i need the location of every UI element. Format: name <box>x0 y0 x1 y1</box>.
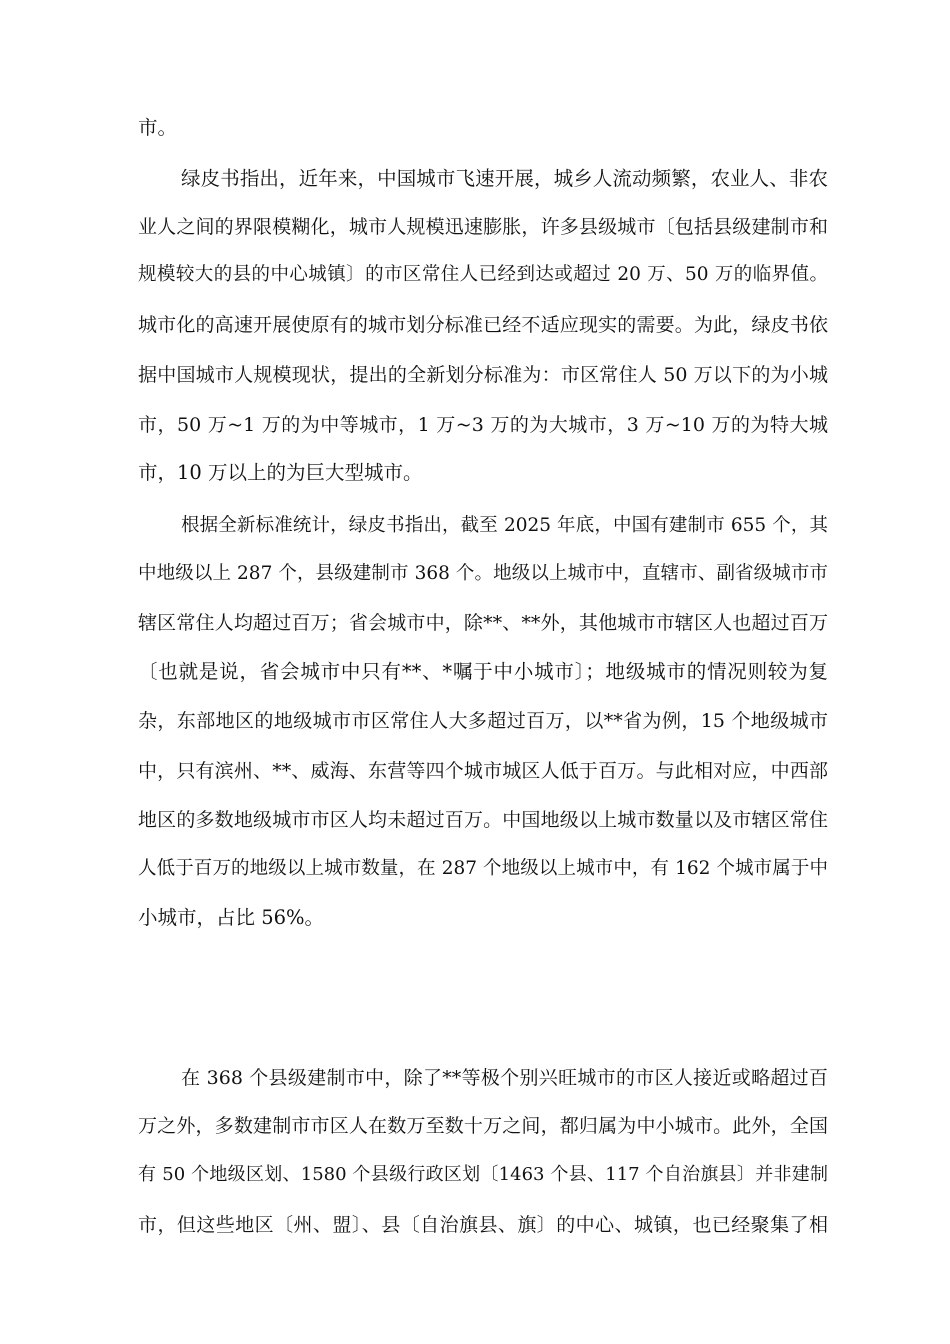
paragraph-2-line-2: 中地级以上 287 个，县级建制市 368 个。地级以上城市中，直辖市、副省级城市市 <box>138 563 828 584</box>
paragraph-2-line-5: 杂，东部地区的地级城市市区常住人大多超过百万，以**省为例，15 个地级城市 <box>138 710 828 732</box>
paragraph-2-line-4: 〔也就是说，省会城市中只有**、*嘱于中小城市〕；地级城市的情况则较为复 <box>138 660 828 683</box>
paragraph-3-line-1: 在 368 个县级建制市中，除了**等极个别兴旺城市的市区人接近或略超过百 <box>181 1067 828 1089</box>
paragraph-1-line-7: 市，10 万以上的为巨大型城市。 <box>138 461 423 484</box>
paragraph-1-line-3: 规模较大的县的中心城镇〕的市区常住人已经到达或超过 20 万、50 万的临界值。 <box>138 264 828 285</box>
paragraph-2-line-9: 小城市，占比 56%。 <box>138 906 325 929</box>
paragraph-2-line-3: 辖区常住人均超过百万；省会城市中，除**、**外，其他城市市辖区人也超过百万 <box>138 612 828 634</box>
paragraph-2-line-8: 人低于百万的地级以上城市数量，在 287 个地级以上城市中，有 162 个城市属于中 <box>138 858 828 879</box>
paragraph-3-line-4: 市，但这些地区〔州、盟〕、县〔自治旗县、旗〕的中心、城镇，也已经聚集了相 <box>138 1214 828 1236</box>
paragraph-3-line-2: 万之外，多数建制市市区人在数万至数十万之间，都归属为中小城市。此外，全国 <box>138 1115 828 1137</box>
paragraph-1-line-1: 绿皮书指出，近年来，中国城市飞速开展，城乡人流动频繁，农业人、非农 <box>181 167 828 190</box>
text-line-fragment: 市。 <box>138 116 178 139</box>
paragraph-2-line-6: 中，只有滨州、**、威海、东营等四个城市城区人低于百万。与此相对应，中西部 <box>138 760 828 782</box>
paragraph-2-line-7: 地区的多数地级城市市区人均未超过百万。中国地级以上城市数量以及市辖区常住 <box>138 809 828 831</box>
paragraph-1-line-6: 市，50 万~1 万的为中等城市，1 万~3 万的为大城市，3 万~10 万的为特大城 <box>138 414 828 436</box>
paragraph-1-line-4: 城市化的高速开展使原有的城市划分标准已经不适应现实的需要。为此，绿皮书依 <box>138 314 828 336</box>
paragraph-1-line-2: 业人之间的界限模糊化，城市人规模迅速膨胀，许多县级城市〔包括县级建制市和 <box>138 216 828 238</box>
paragraph-2-line-1: 根据全新标准统计，绿皮书指出，截至 2025 年底，中国有建制市 655 个，其 <box>181 515 828 536</box>
paragraph-1-line-5: 据中国城市人规模现状，提出的全新划分标准为：市区常住人 50 万以下的为小城 <box>138 364 828 386</box>
paragraph-3-line-3: 有 50 个地级区划、1580 个县级行政区划〔1463 个县、117 个自治旗县〕并非建制 <box>138 1164 828 1185</box>
